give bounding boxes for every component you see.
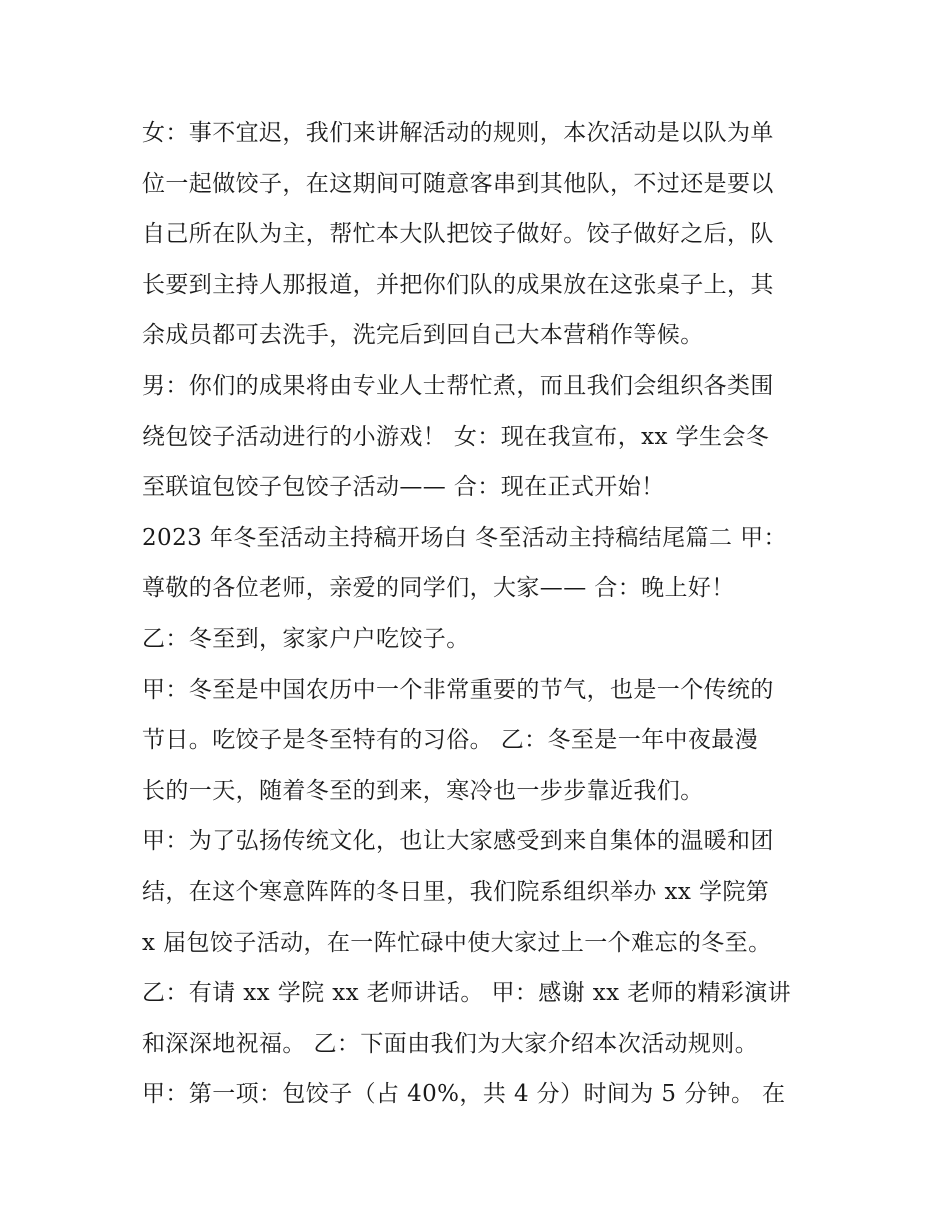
text-line: 至联谊包饺子包饺子活动—— 合：现在正式开始！ [142,474,665,501]
text-line: 女：事不宜迟，我们来讲解活动的规则，本次活动是以队为单 [142,120,774,146]
text-line: 结，在这个寒意阵阵的冬日里，我们院系组织举办 xx 学院第 [142,878,770,905]
text-line: 乙：冬至到，家家户户吃饺子。 [142,625,470,652]
text-line: 绕包饺子活动进行的小游戏！ 女：现在我宣布，xx 学生会冬 [142,423,770,450]
document-body [142,108,817,1120]
text-line: 男：你们的成果将由专业人士帮忙煮，而且我们会组织各类围 [142,372,774,399]
text-line: 甲：冬至是中国农历中一个非常重要的节气，也是一个传统的 [142,676,774,703]
text-line: 尊敬的各位老师，亲爱的同学们，大家—— 合：晚上好！ [142,575,735,602]
text-line: x 届包饺子活动，在一阵忙碌中使大家过上一个难忘的冬至。 [142,929,772,956]
text-line: 长的一天，随着冬至的到来，寒冷也一步步靠近我们。 [142,777,704,804]
text-line: 余成员都可去洗手，洗完后到回自己大本营稍作等候。 [142,322,704,349]
text-line: 甲：第一项：包饺子（占 40%，共 4 分）时间为 5 分钟。 在 [142,1081,786,1108]
text-line: 乙：有请 xx 学院 xx 老师讲话。 甲：感谢 xx 老师的精彩演讲 [142,980,792,1007]
text-line: 位一起做饺子，在这期间可随意客串到其他队，不过还是要以 [142,170,774,197]
text-line: 和深深地祝福。 乙：下面由我们为大家介绍本次活动规则。 [142,1030,759,1057]
text-line: 长要到主持人那报道，并把你们队的成果放在这张桌子上，其 [142,271,774,298]
text-line: 自己所在队为主，帮忙本大队把饺子做好。饺子做好之后，队 [142,221,774,248]
text-line: 甲：为了弘扬传统文化，也让大家感受到来自集体的温暖和团 [142,828,774,855]
text-line: 2023 年冬至活动主持稿开场白 冬至活动主持稿结尾篇二 甲： [142,524,787,551]
text-line: 节日。吃饺子是冬至特有的习俗。 乙：冬至是一年中夜最漫 [142,727,759,754]
